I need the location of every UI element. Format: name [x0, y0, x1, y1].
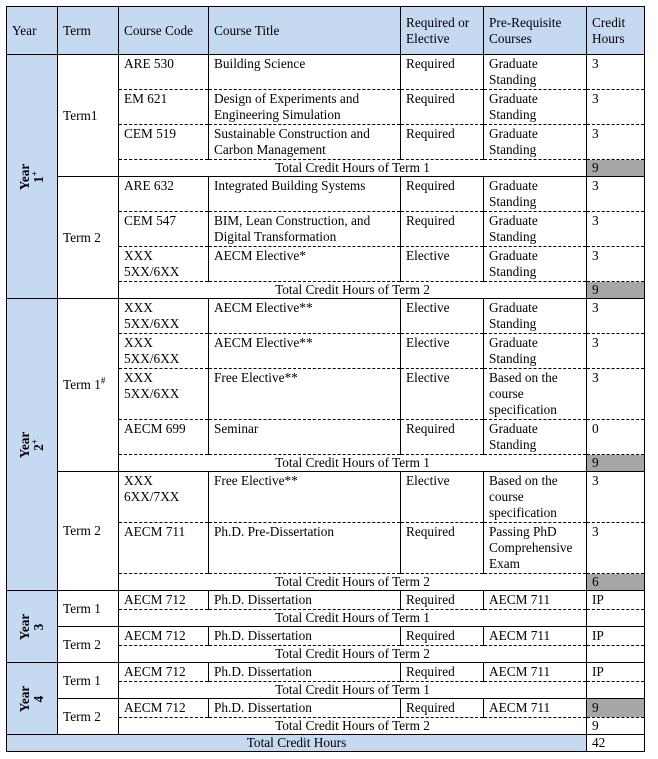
course-prerequisite: Graduate Standing: [484, 125, 587, 160]
term-label-text: Term 1: [63, 377, 101, 392]
year-label: [7, 591, 58, 663]
grand-total-hours: 42: [587, 735, 645, 752]
course-code: AECM 712: [119, 663, 209, 682]
course-title: Design of Experiments and Engineering Simulation: [209, 90, 401, 125]
course-code: AECM 712: [119, 591, 209, 610]
course-required-elective: Required: [401, 699, 484, 718]
course-code: AECM 699: [119, 420, 209, 455]
course-required-elective: Required: [401, 420, 484, 455]
course-title: BIM, Lean Construction, and Digital Transformation: [209, 212, 401, 247]
course-credit-hours: IP: [587, 591, 645, 610]
term-label: [58, 472, 119, 591]
course-title: Integrated Building Systems: [209, 177, 401, 212]
year-number: 2: [31, 443, 46, 451]
term-label: [58, 699, 119, 735]
course-prerequisite: Passing PhD Comprehensive Exam: [484, 523, 587, 574]
header-course-title: Course Title: [209, 7, 401, 55]
course-prerequisite: Based on the course specification: [484, 369, 587, 420]
course-row: [7, 627, 645, 646]
term-total-label: Total Credit Hours of Term 2: [119, 282, 587, 299]
course-code: EM 621: [119, 90, 209, 125]
course-title: Free Elective**: [209, 472, 401, 523]
year-label-text: [18, 152, 46, 202]
term-label-text: Term 2: [63, 708, 101, 724]
course-prerequisite: Based on the course specification: [484, 472, 587, 523]
course-prerequisite: AECM 711: [484, 663, 587, 682]
course-row: [7, 472, 645, 523]
course-credit-hours: 3: [587, 334, 645, 369]
course-row: [7, 55, 645, 90]
course-code: CEM 519: [119, 125, 209, 160]
course-prerequisite: AECM 711: [484, 591, 587, 610]
course-prerequisite: Graduate Standing: [484, 299, 587, 334]
term-label-text: Term 2: [63, 229, 101, 245]
year-label: [7, 663, 58, 735]
term-label: [58, 627, 119, 663]
term-total-hours: [587, 610, 645, 627]
course-title: Building Science: [209, 55, 401, 90]
course-title: AECM Elective*: [209, 247, 401, 282]
course-title: Ph.D. Pre-Dissertation: [209, 523, 401, 574]
term-total-hours: [587, 646, 645, 663]
course-prerequisite: Graduate Standing: [484, 177, 587, 212]
course-title: Sustainable Construction and Carbon Management: [209, 125, 401, 160]
course-credit-hours: 3: [587, 247, 645, 282]
course-code: XXX 6XX/7XX: [119, 472, 209, 523]
term-label: [58, 55, 119, 177]
course-title: AECM Elective**: [209, 334, 401, 369]
course-prerequisite: AECM 711: [484, 699, 587, 718]
term-total-label: Total Credit Hours of Term 1: [119, 682, 587, 699]
course-credit-hours: 3: [587, 369, 645, 420]
course-code: ARE 530: [119, 55, 209, 90]
course-code: AECM 712: [119, 699, 209, 718]
program-plan-table: [6, 6, 645, 752]
term-total-label: Total Credit Hours of Term 2: [119, 574, 587, 591]
term-total-label: Total Credit Hours of Term 1: [119, 610, 587, 627]
year-word: Year: [17, 685, 32, 712]
term-total-hours: 9: [587, 455, 645, 472]
year-label-text: [18, 674, 46, 724]
year-number: 1: [31, 175, 46, 183]
course-title: Seminar: [209, 420, 401, 455]
course-required-elective: Required: [401, 523, 484, 574]
course-required-elective: Required: [401, 212, 484, 247]
year-word: Year: [17, 613, 32, 640]
course-code: AECM 711: [119, 523, 209, 574]
course-row: [7, 299, 645, 334]
term-total-hours: 9: [587, 160, 645, 177]
course-title: Ph.D. Dissertation: [209, 699, 401, 718]
term-total-label: Total Credit Hours of Term 2: [119, 718, 587, 735]
term-label-text: Term 1: [63, 672, 101, 688]
course-row: [7, 177, 645, 212]
grand-total-label: Total Credit Hours: [7, 735, 587, 752]
course-row: [7, 663, 645, 682]
course-required-elective: Elective: [401, 472, 484, 523]
grand-total-row: [7, 735, 645, 752]
term-label: [58, 299, 119, 472]
course-prerequisite: Graduate Standing: [484, 212, 587, 247]
year-word: Year: [17, 163, 32, 190]
course-code: XXX 5XX/6XX: [119, 247, 209, 282]
header-credit-hours: Credit Hours: [587, 7, 645, 55]
course-title: Ph.D. Dissertation: [209, 627, 401, 646]
header-year: Year: [7, 7, 58, 55]
course-required-elective: Required: [401, 90, 484, 125]
course-prerequisite: Graduate Standing: [484, 334, 587, 369]
course-credit-hours: IP: [587, 663, 645, 682]
course-credit-hours: 3: [587, 212, 645, 247]
term-total-hours: 9: [587, 718, 645, 735]
course-code: CEM 547: [119, 212, 209, 247]
header-course-code: Course Code: [119, 7, 209, 55]
course-title: Ph.D. Dissertation: [209, 663, 401, 682]
course-code: XXX 5XX/6XX: [119, 369, 209, 420]
course-credit-hours: 3: [587, 90, 645, 125]
term-total-hours: 6: [587, 574, 645, 591]
year-word: Year: [17, 431, 32, 458]
course-credit-hours: 3: [587, 177, 645, 212]
course-required-elective: Required: [401, 591, 484, 610]
course-required-elective: Elective: [401, 369, 484, 420]
term-total-hours: [587, 682, 645, 699]
course-code: XXX 5XX/6XX: [119, 299, 209, 334]
term-label: [58, 663, 119, 699]
term-label: [58, 591, 119, 627]
course-required-elective: Elective: [401, 299, 484, 334]
course-required-elective: Required: [401, 55, 484, 90]
course-prerequisite: AECM 711: [484, 627, 587, 646]
year-label-text: [18, 420, 46, 470]
course-title: AECM Elective**: [209, 299, 401, 334]
course-required-elective: Required: [401, 125, 484, 160]
header-required-elective: Required or Elective: [401, 7, 484, 55]
course-credit-hours: IP: [587, 627, 645, 646]
course-required-elective: Required: [401, 177, 484, 212]
year-footnote-mark: +: [29, 438, 40, 444]
year-label-text: [18, 602, 46, 652]
course-code: AECM 712: [119, 627, 209, 646]
course-credit-hours: 3: [587, 472, 645, 523]
course-row: [7, 699, 645, 718]
term-label-text: Term 1: [63, 600, 101, 616]
header-row: [7, 7, 645, 55]
course-code: XXX 5XX/6XX: [119, 334, 209, 369]
term-label-text: Term1: [63, 107, 98, 123]
course-required-elective: Elective: [401, 247, 484, 282]
course-prerequisite: Graduate Standing: [484, 247, 587, 282]
year-number: 3: [31, 623, 46, 630]
term-total-label: Total Credit Hours of Term 2: [119, 646, 587, 663]
course-credit-hours: 3: [587, 55, 645, 90]
course-prerequisite: Graduate Standing: [484, 55, 587, 90]
header-term: Term: [58, 7, 119, 55]
term-label-text: Term 2: [63, 636, 101, 652]
course-credit-hours: 3: [587, 125, 645, 160]
year-label: [7, 55, 58, 299]
year-label: [7, 299, 58, 591]
term-label: [58, 177, 119, 299]
course-title: Free Elective**: [209, 369, 401, 420]
term-footnote-mark: #: [100, 375, 106, 386]
course-row: [7, 591, 645, 610]
course-code: ARE 632: [119, 177, 209, 212]
header-prerequisite: Pre-Requisite Courses: [484, 7, 587, 55]
course-required-elective: Required: [401, 627, 484, 646]
course-credit-hours: 9: [587, 699, 645, 718]
term-label-text: Term 2: [63, 523, 101, 538]
year-number: 4: [31, 695, 46, 702]
course-credit-hours: 3: [587, 523, 645, 574]
course-required-elective: Elective: [401, 334, 484, 369]
year-footnote-mark: +: [29, 170, 40, 176]
course-credit-hours: 0: [587, 420, 645, 455]
course-title: Ph.D. Dissertation: [209, 591, 401, 610]
term-total-hours: 9: [587, 282, 645, 299]
course-prerequisite: Graduate Standing: [484, 90, 587, 125]
course-credit-hours: 3: [587, 299, 645, 334]
course-prerequisite: Graduate Standing: [484, 420, 587, 455]
term-total-label: Total Credit Hours of Term 1: [119, 160, 587, 177]
term-total-label: Total Credit Hours of Term 1: [119, 455, 587, 472]
course-required-elective: Required: [401, 663, 484, 682]
